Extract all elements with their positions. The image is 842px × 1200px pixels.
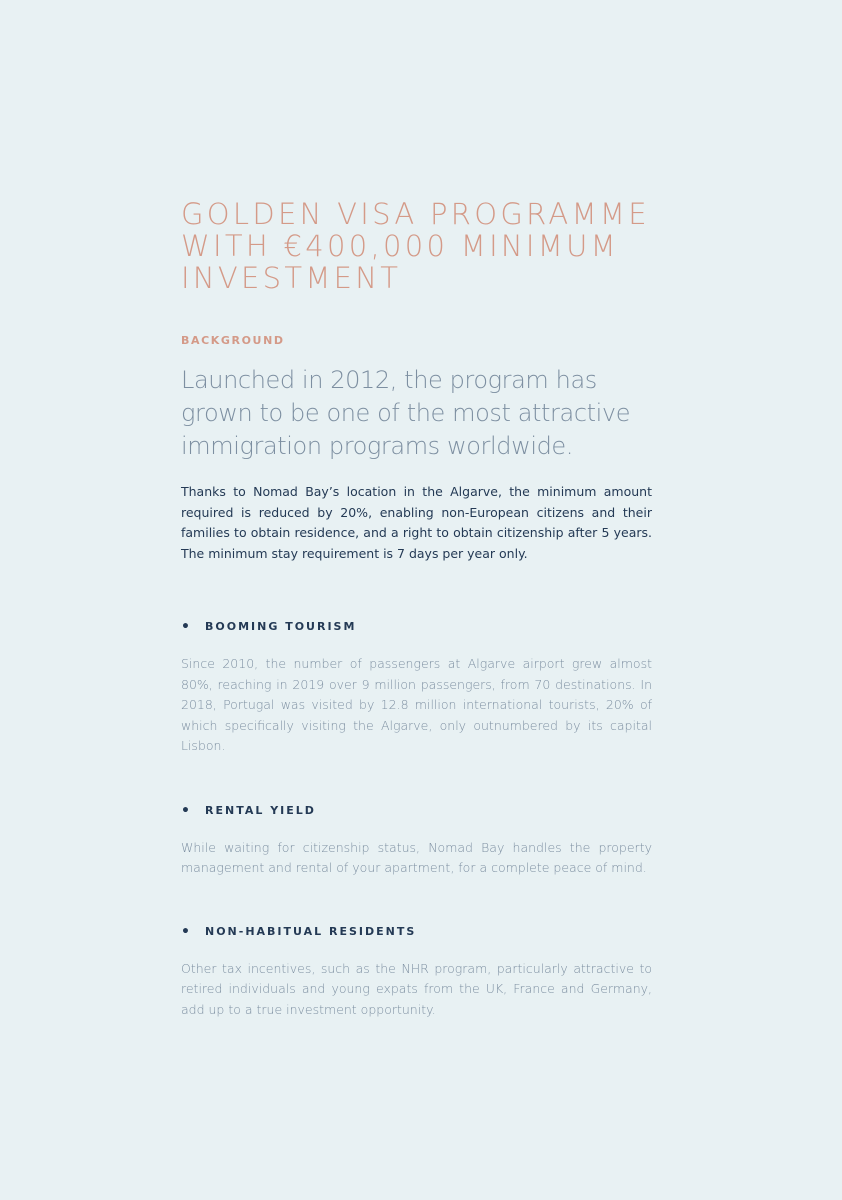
- section-body: Other tax incentives, such as the NHR program, particularly attractive to retired individuals and young expats from the UK, France and Germany, add up to a true investment opportunity.: [181, 960, 652, 1017]
- section-rental-yield: [181, 804, 652, 879]
- document-content: [181, 198, 652, 1033]
- intro-paragraph: Thanks to Nomad Bay’s location in the Algarve, the minimum amount required is reduced by 20%, enabling non-European citizens and their families to obtain residence, and a right to obtain citizenship after 5 years. The minimum stay requirement is 7 days per year only.: [181, 484, 652, 561]
- section-booming-tourism: [181, 620, 652, 757]
- bullet-icon: •: [181, 802, 190, 819]
- section-heading: RENTAL YIELD: [205, 803, 316, 817]
- bullet-icon: •: [181, 619, 190, 635]
- section-body: While waiting for citizenship status, Nomad Bay handles the property management and rental of your apartment, for a complete peace of mind.: [181, 839, 652, 875]
- section-heading-row: [181, 925, 652, 939]
- lead-paragraph: Launched in 2012, the program has grown to be one of the most attractive immigration programs worldwide.: [181, 366, 631, 460]
- section-heading: BOOMING TOURISM: [205, 620, 357, 633]
- section-heading-row: [181, 804, 652, 818]
- section-heading-row: [181, 620, 652, 634]
- section-body: Since 2010, the number of passengers at Algarve airport grew almost 80%, reaching in 2019 over 9 million passengers, from 70 destinations. In 2018, Portugal was visited by 12.8 million international tourists, 20% of which specifically visiting the Algarve, only outnumbered by its capital Lisbon.: [181, 656, 652, 753]
- section-heading: NON-HABITUAL RESIDENTS: [205, 924, 417, 938]
- section-eyebrow: BACKGROUND: [181, 334, 285, 347]
- section-non-habitual-residents: [181, 925, 652, 1021]
- page-title: GOLDEN VISA PROGRAMME WITH €400,000 MINIMUM INVESTMENT: [181, 197, 650, 295]
- bullet-icon: •: [181, 923, 190, 940]
